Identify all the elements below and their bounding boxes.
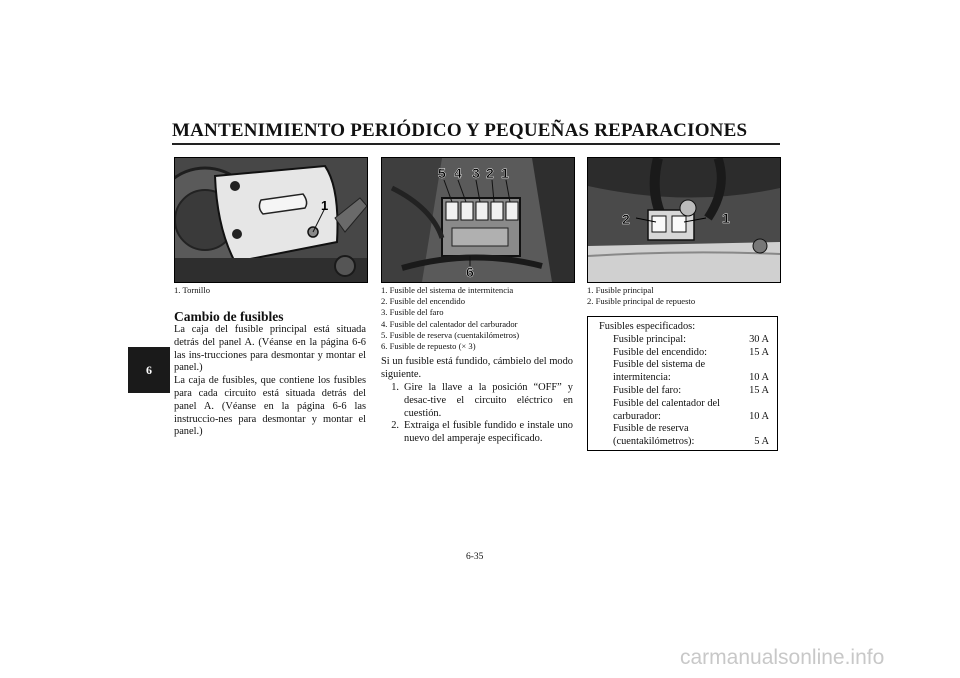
spec-row xyxy=(599,436,769,449)
figure2-callout-5: 5 xyxy=(438,165,446,181)
spec-row xyxy=(599,359,769,372)
figure3-callout-1: 1 xyxy=(722,210,730,226)
caption-item: 1. Fusible principal xyxy=(587,285,654,295)
figure2-callout-3: 3 xyxy=(472,165,480,181)
spec-label: Fusible del calentador del xyxy=(613,397,721,409)
figure1-captions xyxy=(174,285,210,296)
fuse-spec-box xyxy=(587,316,778,451)
spec-label: Fusible del faro: xyxy=(613,384,682,396)
figure2-callout-6: 6 xyxy=(466,264,474,280)
procedure-steps xyxy=(381,382,573,446)
spec-value: 30 A xyxy=(749,333,769,345)
caption-item: 1. Fusible del sistema de intermitencia xyxy=(381,285,514,295)
step-number: 2. xyxy=(391,420,399,432)
caption-item: 4. Fusible del calentador del carburador xyxy=(381,318,518,329)
spec-label: carburador: xyxy=(613,410,661,422)
caption-item: 6. Fusible de repuesto (× 3) xyxy=(381,341,476,352)
watermark: carmanualsonline.info xyxy=(680,646,885,669)
caption-item: 5. Fusible de reserva (cuentakilómetros) xyxy=(381,329,520,340)
figure1-callout-1: 1 xyxy=(321,198,329,213)
spec-header: Fusibles especificados: xyxy=(599,321,696,332)
caption-item: 2. Fusible del encendido xyxy=(381,296,466,307)
section-tab: 6 xyxy=(128,347,170,393)
spec-row xyxy=(599,398,769,411)
spec-value: 15 A xyxy=(749,384,769,396)
figure-main-fuse-photo xyxy=(587,157,781,283)
procedure-intro: Si un fusible está fundido, cámbielo del modo siguiente. xyxy=(381,356,573,380)
spec-row xyxy=(599,372,769,385)
title-rule xyxy=(172,143,780,145)
page-title: MANTENIMIENTO PERIÓDICO Y PEQUEÑAS REPARACIONES xyxy=(172,120,748,141)
procedure-step xyxy=(381,420,573,446)
caption-item: 3. Fusible del faro xyxy=(381,307,444,318)
spec-value: 10 A xyxy=(749,410,769,422)
section-heading: Cambio de fusibles xyxy=(174,309,284,324)
procedure-step xyxy=(381,382,573,420)
step-number: 1. xyxy=(391,382,399,393)
body-paragraph: La caja de fusibles, que contiene los fusibles para cada circuito está situada detrás del panel A. (Véanse en la página 6-6 las instruccio-nes para desmontar y montar el panel.) xyxy=(174,375,366,438)
figure2-callout-2: 2 xyxy=(486,165,494,181)
figure2-callout-1: 1 xyxy=(501,165,509,181)
body-paragraph: La caja del fusible principal está situada detrás del panel A. (Véanse en la página 6-6 las ins-trucciones para desmontar y montar el panel.) xyxy=(174,324,366,374)
spec-row xyxy=(599,347,769,360)
spec-value: 10 A xyxy=(749,372,769,384)
spec-label: intermitencia: xyxy=(613,372,671,384)
spec-value: 5 A xyxy=(754,436,769,448)
spec-row xyxy=(599,423,769,436)
figure-fuse-box-photo xyxy=(381,157,575,283)
figure-side-panel-photo xyxy=(174,157,368,283)
spec-label: Fusible de reserva xyxy=(613,423,689,435)
figure2-callout-4: 4 xyxy=(454,165,462,181)
figure3-callout-2: 2 xyxy=(622,211,630,227)
spec-row xyxy=(599,334,769,347)
spec-value: 15 A xyxy=(749,346,769,358)
spec-label: Fusible del encendido: xyxy=(613,346,708,358)
spec-row xyxy=(599,411,769,424)
spec-row xyxy=(599,385,769,398)
spec-label: Fusible principal: xyxy=(613,333,687,345)
step-text: Extraiga el fusible fundido e instale uno nuevo del amperaje especificado. xyxy=(404,420,573,445)
step-text: Gire la llave a la posición “OFF” y desac-tive el circuito eléctrico en cuestión. xyxy=(404,382,573,419)
caption-item: 2. Fusible principal de repuesto xyxy=(587,296,696,307)
spec-label: (cuentakilómetros): xyxy=(613,436,695,448)
spec-label: Fusible del sistema de xyxy=(613,359,706,371)
page-number: 6-35 xyxy=(466,552,484,562)
figure2-captions xyxy=(381,285,519,352)
caption-item: 1. Tornillo xyxy=(174,285,211,295)
figure3-captions xyxy=(587,285,695,307)
section-body xyxy=(174,324,366,439)
